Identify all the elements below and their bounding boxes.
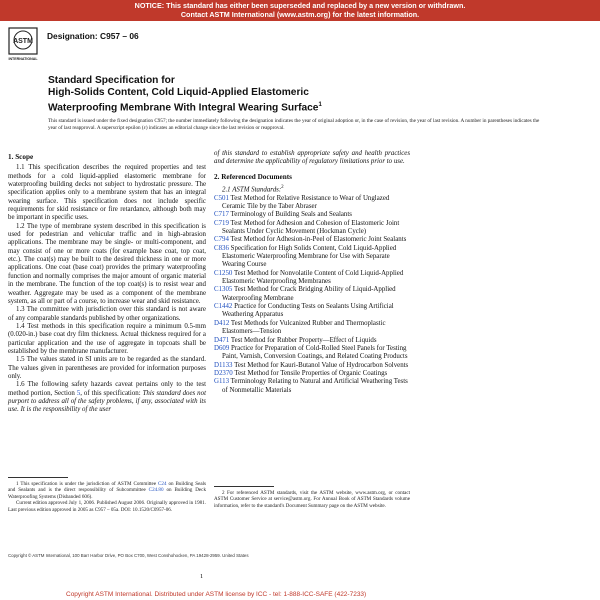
- paragraph-1-6: 1.6 The following safety hazards caveat pertains only to the test method portion, Section 5, of this specification: This standard does not purport to address all of the safety problems, if any, associated with its use. It is the responsibility of the user: [8, 381, 206, 414]
- footnote-1-edition: Current edition approved July 1, 2006. Published August 2006. Originally approved in 1981. Last previous edition approved in 2005 as C957 – 05a. DOI: 10.1520/C0957-06.: [8, 500, 206, 513]
- reference-item: [214, 236, 410, 244]
- notice-line-2: Contact ASTM International (www.astm.org) for the latest information.: [180, 10, 420, 19]
- reference-code-link[interactable]: G113: [214, 378, 230, 386]
- paragraph-1-4: 1.4 Test methods in this specification require a minimum 0.5-mm (0.020-in.) base coat dry film thickness. Actual thickness required for a particular application and the use of aggregate in topcoats shall be established by the membrane manufacturer.: [8, 322, 206, 355]
- reference-title: Test Method for Nonvolatile Content of Cold Liquid-Applied Elastomeric Waterproofing Membranes: [222, 269, 404, 286]
- footnote-1: 1 This specification is under the jurisdiction of ASTM Committee C24 on Building Seals and Sealants and is the direct responsibility of Subcommittee C24.80 on Building Deck Waterproofing Systems (Disbanded 606). Current edition approved July 1, 2006. Published August 2006. Originally approved in 1981. Last previous edition approved in 2005 as C957 – 05a. DOI: 10.1520/C0957-06.: [8, 481, 206, 513]
- notice-line-1: NOTICE: This standard has either been superseded and replaced by a new version or withdrawn.: [134, 1, 466, 10]
- astm-logo-icon: [8, 27, 38, 63]
- footnote-divider-left: [8, 477, 68, 478]
- left-column: [8, 150, 206, 415]
- reference-title: Test Method for Kauri-Butanol Value of Hydrocarbon Solvents: [234, 361, 409, 369]
- reference-title: Test Method for Crack Bridging Ability of Liquid-Applied Waterproofing Membrane: [222, 286, 396, 302]
- reference-item: [214, 345, 410, 362]
- document-title: [48, 75, 468, 115]
- reference-item: [214, 211, 410, 219]
- reference-item: [214, 337, 410, 345]
- reference-code-link[interactable]: C1250: [214, 269, 233, 277]
- paragraph-1-5: 1.5 The values stated in SI units are to be regarded as the standard. The values given in parentheses are provided for information purposes only.: [8, 356, 206, 380]
- reference-title: Test Method for Tensile Properties of Organic Coatings: [234, 369, 388, 377]
- designation: Designation: C957 – 06: [47, 31, 139, 41]
- reference-item: [214, 303, 410, 320]
- astm-standards-label: 2.1 ASTM Standards:$^2$: [222, 185, 284, 194]
- committee-c24-link[interactable]: C24: [158, 481, 167, 487]
- reference-item: [214, 362, 410, 370]
- reference-item: [214, 378, 410, 395]
- logo-caption: INTERNATIONAL: [8, 57, 38, 61]
- scope-heading: 1. Scope: [8, 153, 34, 161]
- reference-code-link[interactable]: C836: [214, 244, 229, 252]
- reference-item: [214, 195, 410, 212]
- title-footnote-marker: 1: [318, 102, 322, 109]
- footnote-2: 2 For referenced ASTM standards, visit the ASTM website, www.astm.org, or contact ASTM Customer Service at service@astm.org. For Annual Book of ASTM Standards volume information, refer to the standard's Document Summary page on the ASTM website.: [214, 490, 410, 509]
- reference-code-link[interactable]: C1442: [214, 303, 233, 311]
- withdrawn-notice-banner: [0, 0, 600, 21]
- section-5-link[interactable]: 5: [76, 389, 81, 397]
- reference-item: [214, 245, 410, 270]
- reference-code-link[interactable]: D2370: [214, 369, 233, 377]
- safety-caveat-continued: of this standard to establish appropriate safety and health practices and determine the applicability of regulatory limitations prior to use.: [214, 150, 410, 166]
- paragraph-1-1: 1.1 This specification describes the required properties and test methods for a cold liquid-applied elastomeric membrane for waterproofing building decks not subject to hydrostatic pressure. The specification applies only to a membrane system that has an integral wearing surface. This specification does not include specific requirements for skid resistance or fire retardance, although both may be important in specific uses.: [8, 164, 206, 222]
- reference-title: Practice for Preparation of Cold-Rolled Steel Panels for Testing Paint, Varnish, Conversion Coatings, and Related Coating Products: [222, 344, 408, 361]
- reference-item: [214, 270, 410, 287]
- footnote-divider-right: [214, 486, 274, 487]
- page-number: 1: [200, 573, 204, 580]
- paragraph-1-2: 1.2 The type of membrane system described in this specification is used for pedestrian and vehicular traffic and in high-abrasion applications. The membrane may be single- or multi-component, and may consist of one or more coats (for example base coat, top coat, etc.). The coat(s) may be built to the desired thickness in one or more applications. One coat (base coat) provides the primary waterproofing function and normally comprises the major amount of organic material in the membrane. The function of the top coat(s) is to resist wear and weather. Aggregate may be used as a component of the membrane system, as all or part of a course, to increase wear and skid resistance.: [8, 222, 206, 305]
- right-column: [214, 150, 410, 395]
- license-footer: Copyright ASTM International. Distributed under ASTM license by ICC - tel: 1-888-ICC-SAFE (422-7233): [66, 591, 367, 598]
- reference-title: Terminology of Building Seals and Sealants: [230, 211, 352, 219]
- paragraph-1-3: 1.3 The committee with jurisdiction over this standard is not aware of any comparable standards published by other organizations.: [8, 306, 206, 322]
- reference-code-link[interactable]: C1305: [214, 286, 233, 294]
- reference-title: Test Method for Rubber Property—Effect of Liquids: [230, 336, 377, 344]
- reference-code-link[interactable]: C794: [214, 236, 229, 244]
- reference-code-link[interactable]: D412: [214, 319, 230, 327]
- copyright-line: Copyright © ASTM International, 100 Barr Harbor Drive, PO Box C700, West Conshohocken, PA 19428-2959. United States: [8, 553, 249, 558]
- reference-title: Practice for Conducting Tests on Sealants Using Artificial Weathering Apparatus: [222, 303, 394, 319]
- reference-title: Terminology Relating to Natural and Artificial Weathering Tests of Nonmetallic Materials: [222, 378, 408, 394]
- title-line-1: Standard Specification for: [48, 75, 175, 86]
- reference-code-link[interactable]: D1133: [214, 361, 233, 369]
- reference-title: Test Method for Relative Resistance to Wear of Unglazed Ceramic Tile by the Taber Abraser: [222, 194, 390, 211]
- reference-title: Test Methods for Vulcanized Rubber and Thermoplastic Elastomers—Tension: [222, 319, 386, 336]
- issue-note: This standard is issued under the fixed designation C957; the number immediately following the designation indicates the year of original adoption or, in the case of revision, the year of last revision. A number in parentheses indicates the year of last reapproval. A superscript epsilon (ε) indicates an editorial change since the last revision or reapproval.: [48, 118, 540, 131]
- title-line-3: Waterproofing Membrane With Integral Wearing Surface: [48, 102, 319, 114]
- reference-title: Test Method for Adhesion-in-Peel of Elastomeric Joint Sealants: [230, 236, 407, 244]
- reference-title: Specification for High Solids Content, Cold Liquid-Applied Elastomeric Waterproofing Membrane for Use with Separate Wearing Course: [222, 244, 397, 269]
- reference-code-link[interactable]: C717: [214, 211, 229, 219]
- title-line-2: High-Solids Content, Cold Liquid-Applied Elastomeric: [48, 87, 309, 99]
- svg-text:ASTM: ASTM: [13, 38, 33, 45]
- reference-list: [214, 195, 410, 395]
- reference-code-link[interactable]: D609: [214, 344, 230, 352]
- subcommittee-c24-80-link[interactable]: C24.80: [148, 487, 164, 494]
- safety-caveat: This standard does not purport to address all of the safety problems, if any, associated with its use. It is the responsibility of the user: [8, 389, 206, 414]
- reference-item: [214, 220, 410, 237]
- reference-code-link[interactable]: C719: [214, 219, 229, 227]
- reference-item: [214, 286, 410, 303]
- referenced-documents-heading: 2. Referenced Documents: [214, 172, 292, 181]
- reference-item: [214, 320, 410, 337]
- reference-title: Test Method for Adhesion and Cohesion of Elastomeric Joint Sealants Under Cyclic Movement (Hockman Cycle): [222, 219, 400, 236]
- reference-item: [214, 370, 410, 378]
- reference-code-link[interactable]: C501: [214, 194, 229, 202]
- reference-code-link[interactable]: D471: [214, 336, 230, 344]
